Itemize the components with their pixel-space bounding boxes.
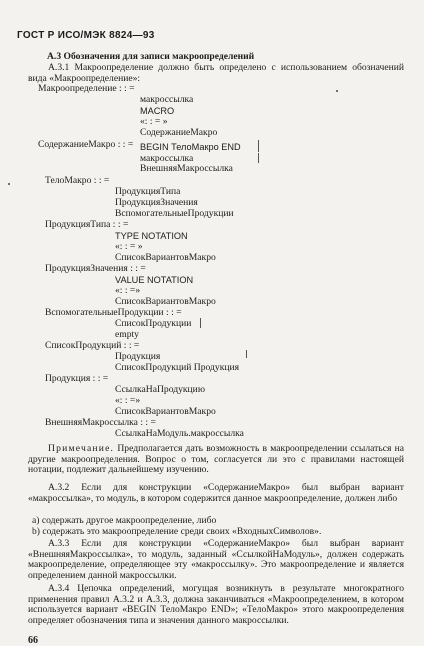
grammar-bar [258, 153, 259, 163]
grammar-line: «: : =» [115, 285, 141, 296]
grammar-line: ВнешняяМакроссылка : : = [45, 417, 156, 428]
note-paragraph [28, 444, 404, 476]
grammar-line: СсылкаНаМодуль.макроссылка [115, 428, 244, 439]
note-text: Предполагается дать возможность в макроопределении ссылаться на другие макроопределения. Вопрос о том, согласуется ли это с правилами настоящей нотации, подлежит дальнейшему изучению. [28, 443, 404, 476]
section-title: А.3 Обозначения для записи макроопределений [47, 51, 255, 62]
grammar-line: СписокВариантовМакро [115, 252, 216, 263]
list-item-a: а) содержать другое макроопределение, либо [32, 515, 217, 526]
grammar-line: «: : = » [140, 116, 168, 127]
grammar-line: ВнешняяМакроссылка [140, 163, 233, 174]
grammar-line: СписокВариантовМакро [115, 296, 216, 307]
grammar-line: ТелоМакро : : = [45, 175, 110, 186]
grammar-line: СодержаниеМакро : : = [38, 139, 134, 150]
grammar-line: empty [115, 329, 139, 340]
grammar-line: СписокПродукции [115, 318, 192, 329]
grammar-line: СписокВариантовМакро [115, 406, 216, 417]
grammar-line: Продукция : : = [45, 373, 109, 384]
grammar-line: BEGIN ТелоМакро END [140, 142, 241, 152]
grammar-line: СписокПродукций : : = [45, 340, 140, 351]
list-item-b: b) содержать это макроопределение среди своих «ВходныхСимволов». [32, 526, 322, 537]
grammar-line: ВспомогательныеПродукции : : = [45, 307, 182, 318]
grammar-line: TYPE NOTATION [115, 231, 188, 241]
document-header: ГОСТ Р ИСО/МЭК 8824—93 [17, 30, 155, 41]
grammar-line: «: : = » [115, 241, 143, 252]
grammar-bar [200, 318, 201, 328]
grammar-line: Продукция [115, 351, 161, 362]
scan-speck [8, 183, 10, 185]
grammar-bar [258, 140, 259, 152]
grammar-line: ПродукцияЗначения [115, 197, 198, 208]
grammar-line: СписокПродукций Продукция [115, 362, 240, 373]
grammar-line: «: : =» [115, 395, 141, 406]
scan-speck [336, 90, 338, 92]
grammar-line: VALUE NOTATION [115, 275, 194, 285]
grammar-bar [246, 350, 247, 358]
grammar-line: макроссылка [140, 94, 194, 105]
grammar-line: ПродукцияТипа [115, 186, 181, 197]
grammar-line: ПродукцияЗначения : : = [45, 263, 146, 274]
grammar-line: MACRO [140, 106, 175, 116]
page-number: 66 [28, 635, 38, 646]
grammar-line: СсылкаНаПродукцию [115, 384, 205, 395]
grammar-line: Макроопределение : : = [38, 83, 135, 94]
grammar-line: макроссылка [140, 153, 194, 164]
paragraph-a32: А.3.2 Если для конструкции «СодержаниеМакро» был выбран вариант «макроссылка», то модуль, в котором содержится данное макроопределение, должен либо [28, 482, 404, 504]
note-label: Примечание. [48, 443, 115, 454]
grammar-line: ВспомогательныеПродукции [115, 208, 234, 219]
paragraph-a34: А.3.4 Цепочка определений, могущая возникнуть в результате многократного применения правил А.3.2 и А.3.3, должна заканчиваться «Макроопределением, в котором используется вариант «BEGIN ТелоМакро END»; «ТелоМакро» этого макроопределения определяет обозначения типа и значения данного макроссылки. [28, 583, 404, 627]
grammar-line: СодержаниеМакро [140, 127, 218, 138]
paragraph-a33: А.3.3 Если для конструкции «СодержаниеМакро» был выбран вариант «ВнешняяМакроссылка», то модуль, заданный «СсылкойНаМодуль», должен содержать макроопределение, определяющее эту «макроссылку». Это макроопределение и является определением данной макроссылки. [28, 538, 404, 582]
intro-paragraph: А.3.1 Макроопределение должно быть определено с использованием обозначений вида «Макроопределение»: [28, 62, 404, 84]
grammar-line: ПродукцияТипа : : = [45, 219, 129, 230]
